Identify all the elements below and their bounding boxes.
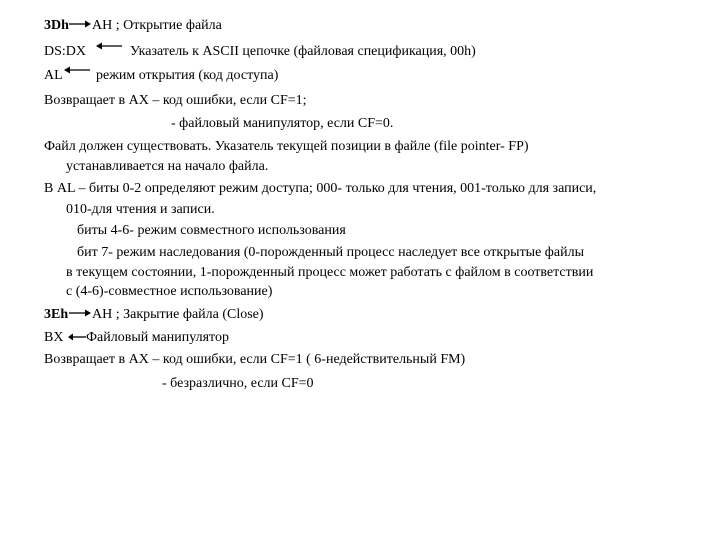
arrow-left-icon [63,64,91,74]
arrow-left-icon [95,40,123,50]
dsdx-description: Указатель к ASCII цепочке (файловая спецификация, 00h) [130,44,476,59]
al-bits-text: В AL – биты 0-2 определяют режим доступа; 000- только для чтения, 001-только для записи, [44,181,597,196]
bx-description: Файловый манипулятор [86,330,229,345]
al-register: AL [44,68,63,83]
close-nomatter-text: - безразлично, если CF=0 [162,376,314,391]
close-returns-text: Возвращает в AX – код ошибки, если CF=1 ( 6-недействительный FM) [44,352,466,367]
dsdx-register: DS:DX [44,44,87,59]
file-must-exist-text: Файл должен существовать. Указатель текущей позиции в файле (file pointer- FP) [44,139,529,154]
arrow-right-icon [68,18,92,28]
close-function-register: AH ; Закрытие файла (Close) [92,307,264,322]
inheritance-bit-end: с (4-6)-совместное использование) [66,284,273,299]
inheritance-bit-text: бит 7- режим наследования (0-порожденный процесс наследует все открытые файлы [77,245,584,260]
al-description: режим открытия (код доступа) [96,68,279,83]
arrow-left-icon [67,331,87,341]
al-bits-continuation: 010-для чтения и записи. [66,202,215,217]
file-pointer-start-text: устанавливается на начало файла. [66,159,269,174]
sharing-bits-text: биты 4-6- режим совместного использования [77,223,346,238]
open-function-register: AH ; Открытие файла [92,18,222,33]
open-function-code: 3Dh [44,18,69,33]
inheritance-bit-continuation: в текущем состоянии, 1-порожденный процесс может работать с файлом в соответствии [66,265,594,280]
open-handle-text: - файловый манипулятор, если CF=0. [171,116,394,131]
bx-register: BX [44,330,64,345]
close-function-code: 3Eh [44,307,69,322]
open-returns-text: Возвращает в AX – код ошибки, если CF=1; [44,93,307,108]
arrow-right-icon [68,307,92,317]
